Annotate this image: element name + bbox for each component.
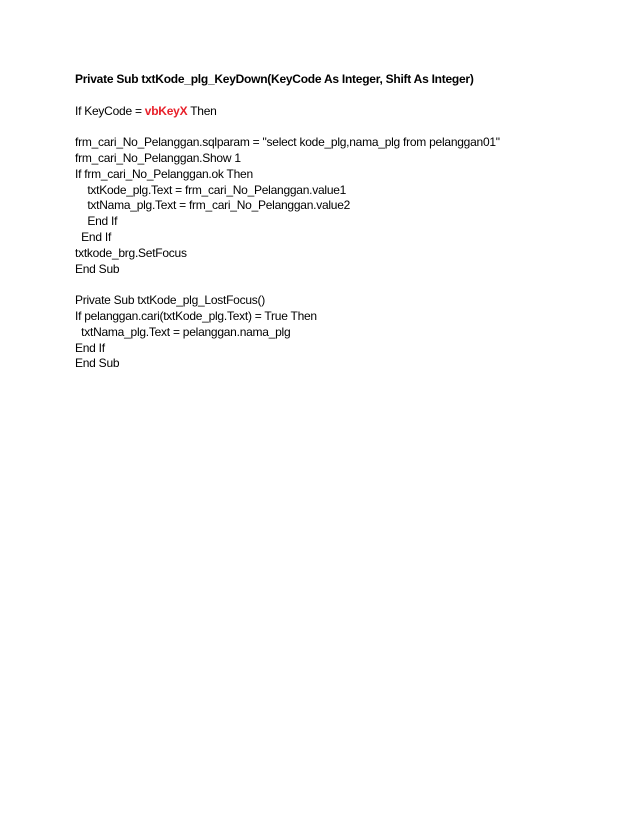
code-listing xyxy=(75,72,615,372)
code-line: End If xyxy=(75,229,112,244)
code-line: Private Sub txtKode_plg_LostFocus() xyxy=(75,293,266,308)
blank-line xyxy=(75,119,615,135)
code-line: frm_cari_No_Pelanggan.Show 1 xyxy=(75,150,241,165)
code-line: If pelanggan.cari(txtKode_plg.Text) = True Then xyxy=(75,308,317,323)
code-line: frm_cari_No_Pelanggan.sqlparam = "select kode_plg,nama_plg from pelanggan01" xyxy=(75,135,500,150)
code-line: txtkode_brg.SetFocus xyxy=(75,245,187,260)
code-line: End Sub xyxy=(75,261,120,276)
sub-heading: Private Sub txtKode_plg_KeyDown(KeyCode As Integer, Shift As Integer) xyxy=(75,72,474,86)
if-keycode-prefix: If KeyCode = xyxy=(75,103,145,118)
code-line: txtNama_plg.Text = pelanggan.nama_plg xyxy=(75,324,291,339)
highlighted-keycode: vbKeyX xyxy=(144,103,188,118)
blank-line xyxy=(75,88,615,104)
code-line: txtNama_plg.Text = frm_cari_No_Pelanggan.value2 xyxy=(75,198,351,213)
code-line: End Sub xyxy=(75,356,120,371)
code-line: If frm_cari_No_Pelanggan.ok Then xyxy=(75,166,253,181)
if-keycode-suffix: Then xyxy=(187,103,217,118)
code-line: End If xyxy=(75,340,105,355)
code-line: End If xyxy=(75,214,118,229)
code-line: txtKode_plg.Text = frm_cari_No_Pelanggan.value1 xyxy=(75,182,347,197)
if-keycode-line xyxy=(75,104,615,120)
blank-line xyxy=(75,277,615,293)
